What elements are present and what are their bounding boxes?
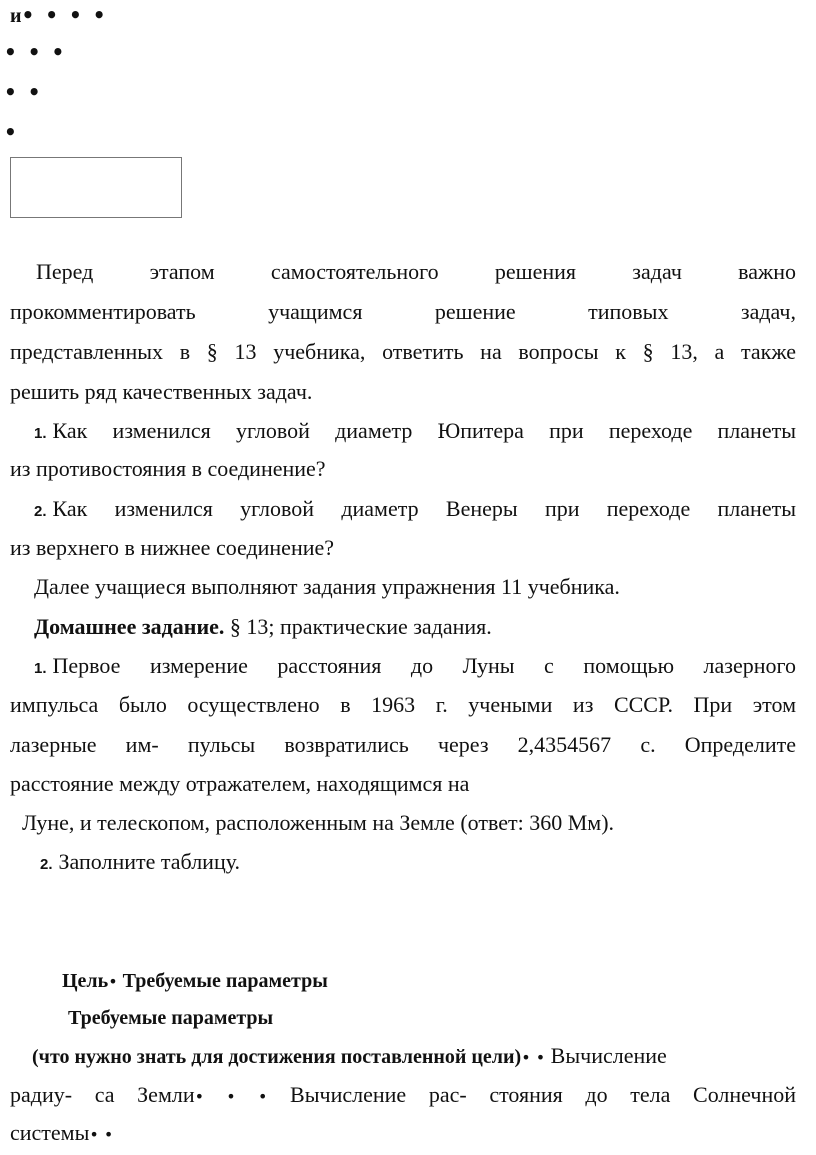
task-number: 2. <box>40 856 53 873</box>
task-number: 1. <box>34 660 47 677</box>
task-text: Первое измерение расстояния до Луны с помощью лазерного <box>52 653 796 678</box>
task-1-line-5: Луне, и телескопом, расположенным на Земле (ответ: 360 Мм). <box>22 810 615 835</box>
calc-2-end: системы <box>10 1120 90 1145</box>
params-note: (что нужно знать для достижения поставленной цели) <box>32 1046 522 1068</box>
question-number: 1. <box>34 425 47 442</box>
task-1-line-2: импульса было осуществлено в 1963 г. учеными из СССР. При этом <box>10 692 796 717</box>
question-1 <box>34 411 796 454</box>
intro-line-2: прокомментировать учащимся решение типовых задач, <box>10 299 796 324</box>
bullet-marks: • • • • <box>21 3 108 27</box>
question-text: Как изменился угловой диаметр Юпитера при переходе планеты <box>52 418 796 443</box>
intro-line-1: Перед этапом самостоятельного решения задач важно <box>36 259 796 284</box>
bullet-row-lead: и <box>10 5 22 27</box>
goal-params: Требуемые параметры <box>117 970 328 992</box>
question-number: 2. <box>34 503 47 520</box>
calc-1-end: радиу- са Земли <box>10 1082 195 1107</box>
homework <box>34 607 816 647</box>
calc-1-dots: • • • <box>194 1087 268 1106</box>
task-2 <box>40 842 816 885</box>
task-1 <box>34 646 796 689</box>
question-1-cont: из противостояния в соединение? <box>10 456 326 481</box>
note-dots: • • <box>521 1048 546 1067</box>
task-text: Заполните таблицу. <box>58 849 241 874</box>
question-text: Как изменился угловой диаметр Венеры при переходе планеты <box>52 496 796 521</box>
empty-frame <box>10 157 182 218</box>
goal-label: Цель <box>62 970 109 992</box>
params-heading: Требуемые параметры <box>68 1007 274 1029</box>
calc-1-start: Вычисление <box>545 1043 667 1068</box>
bullet-row-3: • • <box>4 80 43 104</box>
intro-line-3: представленных в § 13 учебника, ответить на вопросы к § 13, а также <box>10 339 796 364</box>
calc-line <box>10 1075 796 1117</box>
goal-dot: • <box>108 972 118 991</box>
intro-line-4: решить ряд качественных задач. <box>10 379 313 404</box>
question-2 <box>34 489 796 532</box>
bullet-row-1 <box>10 5 108 26</box>
task-1-line-4: расстояние между отражателем, находящимся на <box>10 771 470 796</box>
question-2-cont: из верхнего в нижнее соединение? <box>10 535 335 560</box>
bullet-row-4: • <box>4 120 19 144</box>
calc-2-dots: • • <box>89 1125 114 1144</box>
homework-text: § 13; практические задания. <box>224 614 492 639</box>
goal-line <box>62 960 816 1002</box>
bullet-row-2: • • • <box>4 40 67 64</box>
task-1-line-3: лазерные им- пульсы возвратились через 2,4354567 с. Определите <box>10 732 796 757</box>
calc-2: Вычисление рас- стояния до тела Солнечной <box>267 1082 796 1107</box>
params-note-line <box>32 1036 796 1078</box>
homework-label: Домашнее задание. <box>34 614 225 639</box>
exercise-note: Далее учащиеся выполняют задания упражнения 11 учебника. <box>34 574 620 599</box>
